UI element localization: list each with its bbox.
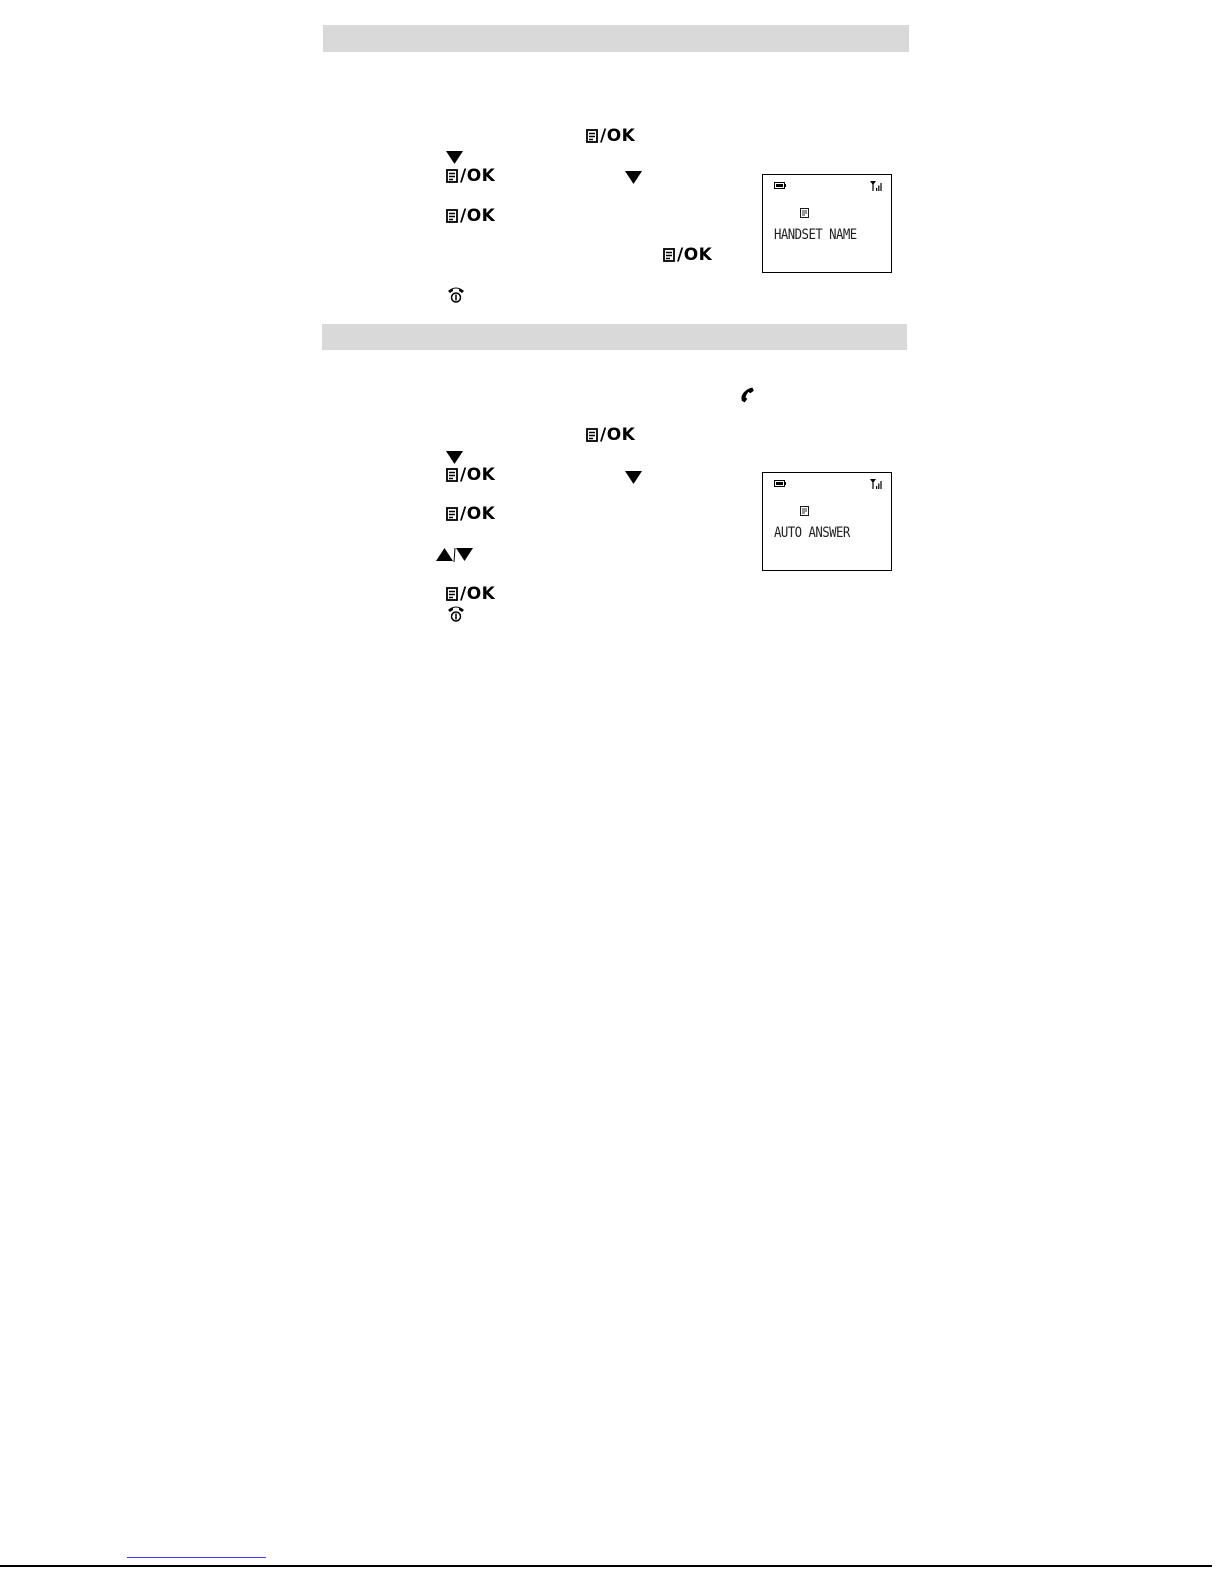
- ok-key-label: /OK: [460, 465, 496, 485]
- menu-ok-key-s2-step6: [446, 585, 495, 603]
- battery-icon: [774, 480, 786, 487]
- section-header-bar-1: [323, 25, 909, 52]
- display-text: AUTO ANSWER: [774, 525, 850, 541]
- menu-ok-key-s2-step3: [446, 466, 495, 484]
- menu-ok-key-step1: [586, 127, 635, 145]
- talk-icon: [740, 386, 758, 404]
- down-arrow-icon: [446, 451, 463, 464]
- handset-display-auto-answer: [762, 472, 892, 571]
- menu-icon: [446, 169, 458, 183]
- menu-ok-key-s2-step4: [446, 505, 495, 523]
- menu-icon: [663, 248, 675, 262]
- down-arrow-icon: [625, 171, 642, 184]
- handset-display-handset-name: [762, 174, 892, 273]
- menu-icon: [446, 468, 458, 482]
- display-text: HANDSET NAME: [774, 227, 857, 243]
- section-header-bar-2: [322, 324, 907, 350]
- ok-key-label: /OK: [460, 166, 496, 186]
- ok-key-label: /OK: [677, 245, 713, 265]
- menu-icon: [800, 506, 809, 516]
- menu-ok-key-step5: [663, 246, 712, 264]
- footer-link-underline[interactable]: [127, 1557, 266, 1558]
- ok-key-label: /OK: [600, 425, 636, 445]
- menu-ok-key-step4: [446, 207, 495, 225]
- down-arrow-icon: [446, 151, 463, 164]
- signal-icon: [870, 181, 882, 191]
- menu-icon: [446, 587, 458, 601]
- ok-key-label: /OK: [460, 504, 496, 524]
- up-down-arrows-icon: [436, 548, 474, 562]
- menu-icon: [586, 129, 598, 143]
- end-call-icon: [446, 284, 466, 304]
- menu-icon: [586, 428, 598, 442]
- menu-icon: [446, 209, 458, 223]
- ok-key-label: /OK: [600, 126, 636, 146]
- battery-icon: [774, 182, 786, 189]
- menu-icon: [446, 507, 458, 521]
- down-arrow-icon: [625, 471, 642, 484]
- end-call-icon: [446, 603, 466, 623]
- ok-key-label: /OK: [460, 584, 496, 604]
- signal-icon: [870, 479, 882, 489]
- menu-ok-key-step3: [446, 167, 495, 185]
- menu-ok-key-s2-step1: [586, 426, 635, 444]
- menu-icon: [800, 208, 809, 218]
- footer-rule: [0, 1565, 1212, 1567]
- ok-key-label: /OK: [460, 206, 496, 226]
